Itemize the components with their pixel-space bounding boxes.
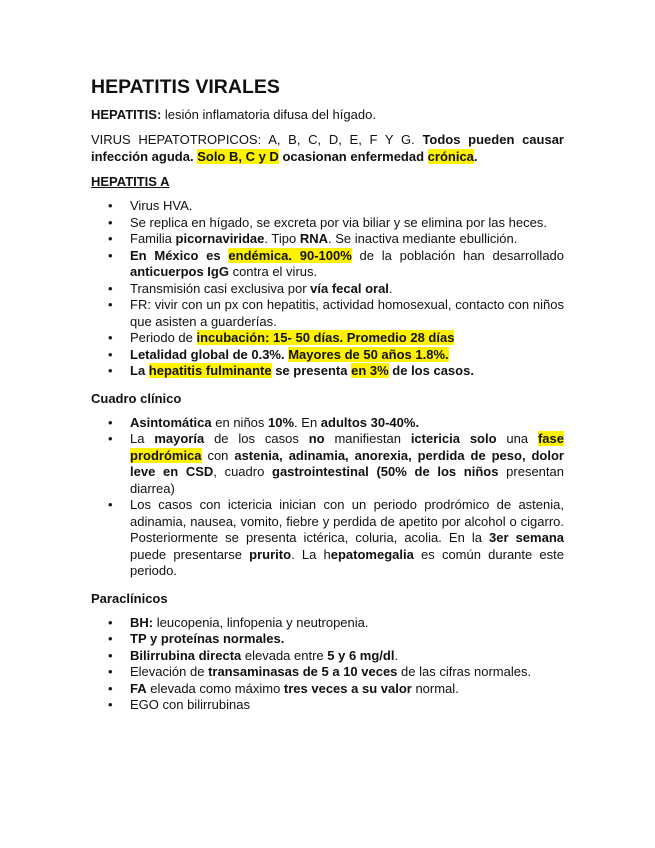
virus-paragraph	[91, 131, 564, 165]
item-text: de las cifras normales.	[397, 664, 532, 679]
cuadro-clinico-list	[91, 415, 564, 580]
item-bold: En México es	[130, 247, 229, 263]
list-item	[91, 497, 564, 580]
item-bold: vía fecal oral	[310, 280, 389, 296]
item-text: presentan diarrea)	[130, 464, 564, 496]
item-text: La	[130, 431, 155, 446]
list-item	[91, 231, 564, 248]
item-bold: tres veces a su valor	[283, 680, 412, 696]
item-bold: mayoría	[154, 431, 205, 446]
item-text: normal.	[411, 680, 459, 696]
item-text: Virus HVA.	[130, 198, 193, 213]
item-bold: 3er semana	[489, 530, 564, 545]
item-text: . La h	[291, 546, 331, 562]
definition-label: HEPATITIS:	[91, 107, 162, 122]
item-bold: astenia, adinamia, anorexia, perdida de peso, dolor leve en CSD	[130, 447, 564, 479]
virus-types: : A, B, C, D, E, F Y G.	[257, 132, 423, 147]
list-item	[91, 330, 564, 347]
item-highlight: en 3%	[351, 363, 389, 378]
item-text: contra el virus.	[228, 264, 318, 279]
item-text: de los casos	[204, 431, 309, 446]
virus-chronic-types: Solo B, C y D	[197, 149, 279, 164]
item-text: Se replica en hígado, se excreta por via biliar y se elimina por las heces.	[130, 214, 547, 230]
virus-acute-statement: Todos pueden causar infección aguda.	[91, 132, 564, 164]
item-text: . Se inactiva mediante ebullición.	[327, 231, 518, 246]
paraclinicos-list	[91, 615, 564, 714]
item-bold: picornaviridae	[175, 231, 265, 246]
list-item	[91, 347, 564, 364]
list-item	[91, 697, 564, 714]
item-bold: 5 y 6 mg/dl	[327, 647, 395, 663]
item-highlight: Mayores de 50 años 1.8%.	[288, 346, 449, 362]
list-item	[91, 615, 564, 632]
item-text: Periodo de	[130, 330, 197, 345]
item-highlight: endémica. 90-100%	[228, 247, 352, 263]
item-text: leucopenia, linfopenia y neutropenia.	[153, 614, 369, 630]
list-item	[91, 664, 564, 681]
item-text: Familia	[130, 231, 176, 246]
list-item	[91, 631, 564, 648]
item-bold: no	[308, 431, 325, 446]
item-text: .	[388, 280, 393, 296]
list-item	[91, 297, 564, 330]
item-text: de la población han desarrollado	[351, 247, 565, 263]
item-bold: se presenta	[271, 363, 352, 378]
definition-text: lesión inflamatoria difusa del hígado.	[161, 107, 376, 122]
item-text: , cuadro	[213, 464, 272, 479]
item-bold: BH:	[130, 614, 154, 630]
item-bold: gastrointestinal (50% de los niños	[272, 464, 499, 479]
list-item	[91, 248, 564, 281]
item-text: . En	[294, 414, 321, 430]
item-text: Elevación de	[130, 664, 209, 679]
item-text: es común durante este periodo.	[130, 546, 564, 578]
cuadro-clinico-heading: Cuadro clínico	[91, 390, 182, 406]
item-text: Los casos con ictericia inician con un periodo prodrómico de astenia, adinamia, nausea, vomito, fiebre y perdida de apetito por alcohol o cigarro. Posteriormente se presenta ictérica, coluria, acolia. En la	[130, 497, 564, 545]
list-item	[91, 415, 564, 432]
item-highlight: incubación: 15- 50 días. Promedio 28 días	[196, 330, 455, 345]
item-text: en niños	[211, 414, 269, 430]
paraclinicos-heading: Paraclínicos	[91, 590, 168, 606]
virus-label: VIRUS HEPATOTROPICOS	[91, 132, 258, 147]
item-bold: RNA	[299, 231, 328, 246]
item-text: elevada entre	[241, 647, 328, 663]
item-text: FR: vivir con un px con hepatitis, actividad homosexual, contacto con niños que asisten a guarderías.	[130, 297, 564, 329]
item-bold: FA	[130, 680, 147, 696]
item-bold: Bilirrubina directa	[130, 647, 242, 663]
virus-chronic-text: ocasionan enfermedad	[278, 149, 428, 164]
item-bold: 10%	[268, 414, 295, 430]
hepatitis-a-heading: HEPATITIS A	[91, 174, 170, 189]
item-bold: ictericia solo	[410, 431, 497, 446]
virus-chronic-word: crónica	[427, 149, 474, 164]
item-bold: TP y proteínas normales.	[130, 631, 285, 646]
item-text: puede presentarse	[130, 546, 250, 562]
item-highlight: hepatitis fulminante	[148, 363, 272, 378]
item-bold: transaminasas de 5 a 10 veces	[208, 664, 398, 679]
list-item	[91, 363, 564, 380]
list-item	[91, 215, 564, 232]
list-item	[91, 198, 564, 215]
item-text: .	[394, 647, 399, 663]
item-bold: anticuerpos IgG	[130, 264, 229, 279]
hepatitis-definition	[91, 106, 564, 123]
page-title: HEPATITIS VIRALES	[91, 76, 280, 98]
list-item	[91, 648, 564, 665]
item-bold: adultos 30-40%.	[320, 414, 420, 430]
item-bold: Letalidad global de 0.3%.	[130, 346, 285, 362]
item-bold: de los casos.	[388, 363, 474, 378]
item-text: manifiestan	[324, 431, 411, 446]
item-text: con	[201, 447, 235, 463]
list-item	[91, 431, 564, 497]
item-text: una	[496, 431, 538, 446]
item-text: EGO con bilirrubinas	[130, 697, 250, 712]
item-text: . Tipo	[264, 231, 300, 246]
list-item	[91, 681, 564, 698]
item-bold: Asintomática	[130, 414, 212, 430]
item-bold: epatomegalia	[330, 546, 414, 562]
item-highlight: fase prodrómica	[130, 431, 564, 463]
list-item	[91, 281, 564, 298]
hepatitis-a-list	[91, 198, 564, 380]
item-bold: La	[130, 363, 149, 378]
item-bold: prurito	[249, 546, 292, 562]
item-text: elevada como máximo	[146, 680, 284, 696]
period: .	[473, 149, 478, 164]
item-text: Transmisión casi exclusiva por	[130, 280, 311, 296]
